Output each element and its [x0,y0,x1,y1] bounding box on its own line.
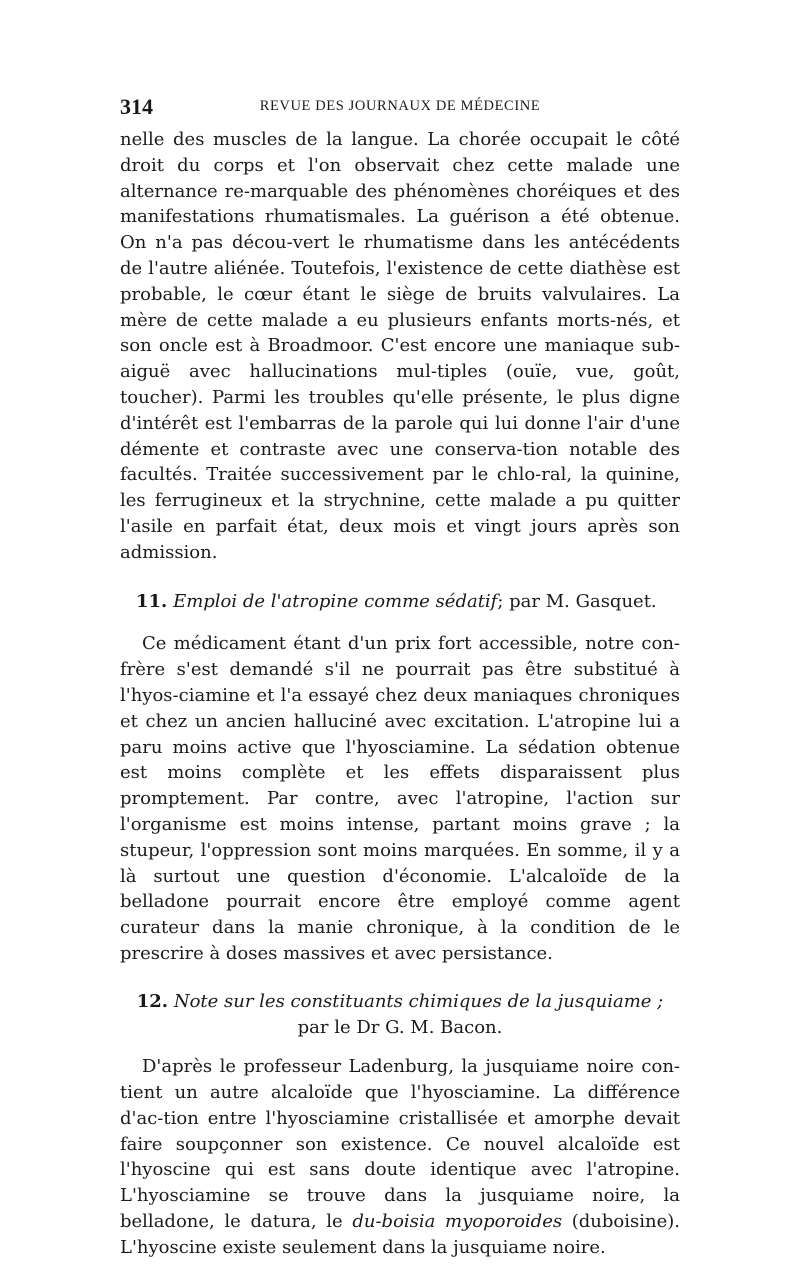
running-title: REVUE DES JOURNAUX DE MÉDECINE [259,98,541,114]
section-number: 11. [136,590,168,612]
section-number: 12. [136,990,169,1012]
paragraph-continued: nelle des muscles de la langue. La chorée occupait le côté droit du corps et l'on observait chez cette malade une alternance re-marquable des phénomènes choréiques et des manifestations rhumatismales. La guérison a été obtenue. On n'a pas décou-vert le rhumatisme dans les antécédents de l'autre aliénée. Toutefois, l'existence de cette diathèse est probable, le cœur étant le siège de bruits valvulaires. La mère de cette malade a eu plusieurs enfants morts-nés, et son oncle est à Broadmoor. C'est encore une maniaque sub-aiguë avec hallucinations mul-tiples (ouïe, vue, goût, toucher). Parmi les troubles qu'elle présente, le plus digne d'intérêt est l'embarras de la parole qui lui donne l'air d'une démente et contraste avec une conserva-tion notable des facultés. Traitée successivement par le chlo-ral, la quinine, les ferrugineux et la strychnine, cette malade a pu quitter l'asile en parfait état, deux mois et vingt jours après son admission. [120,129,680,563]
section-author: par le Dr G. M. Bacon. [297,1016,503,1038]
section-title: Note sur les constituants chimiques de la jusquiame ; [173,990,664,1012]
paragraph-text: D'après le professeur Ladenburg, la jusquiame noire con-tient un autre alcaloïde que l'hyosciamine. La différence d'ac-tion entre l'hyosciamine cristallisée et amorphe devait faire soupçonner son existence. Ce nouvel alcaloïde est l'hyoscine qui est sans doute identique avec l'atropine. L'hyosciamine se trouve dans la jusquiame noire, la belladone, le datura, le [120,1056,680,1233]
section-author: ; par M. Gasquet. [497,590,657,612]
paragraph: Ce médicament étant d'un prix fort accessible, notre con-frère s'est demandé s'il ne pourrait pas être substitué à l'hyos-ciamine et l'a essayé chez deux maniaques chroniques et chez un ancien halluciné avec excitation. L'atropine lui a paru moins active que l'hyosciamine. La sédation obtenue est moins complète et les effets disparaissent plus promptement. Par contre, avec l'atropine, l'action sur l'organisme est moins intense, partant moins grave ; la stupeur, l'oppression sont moins marquées. En somme, il y a là surtout une question d'économie. L'alcaloïde de la belladone pourrait encore être employé comme agent curateur dans la manie chronique, à la condition de le prescrire à doses massives et avec persistance. [120,633,680,964]
paragraph-text: (duboisine). L'hyoscine existe seulement dans la jusquiame noire. [120,1211,680,1258]
page-header [120,94,680,120]
page-number: 314 [120,94,153,119]
section-title: Emploi de l'atropine comme sédatif [173,590,498,612]
paragraph [120,1054,680,1260]
section-heading-11 [120,589,680,615]
section-heading-12 [120,989,680,1041]
body-text [120,127,680,1261]
species-name: du-boisia myoporoides [352,1211,563,1233]
